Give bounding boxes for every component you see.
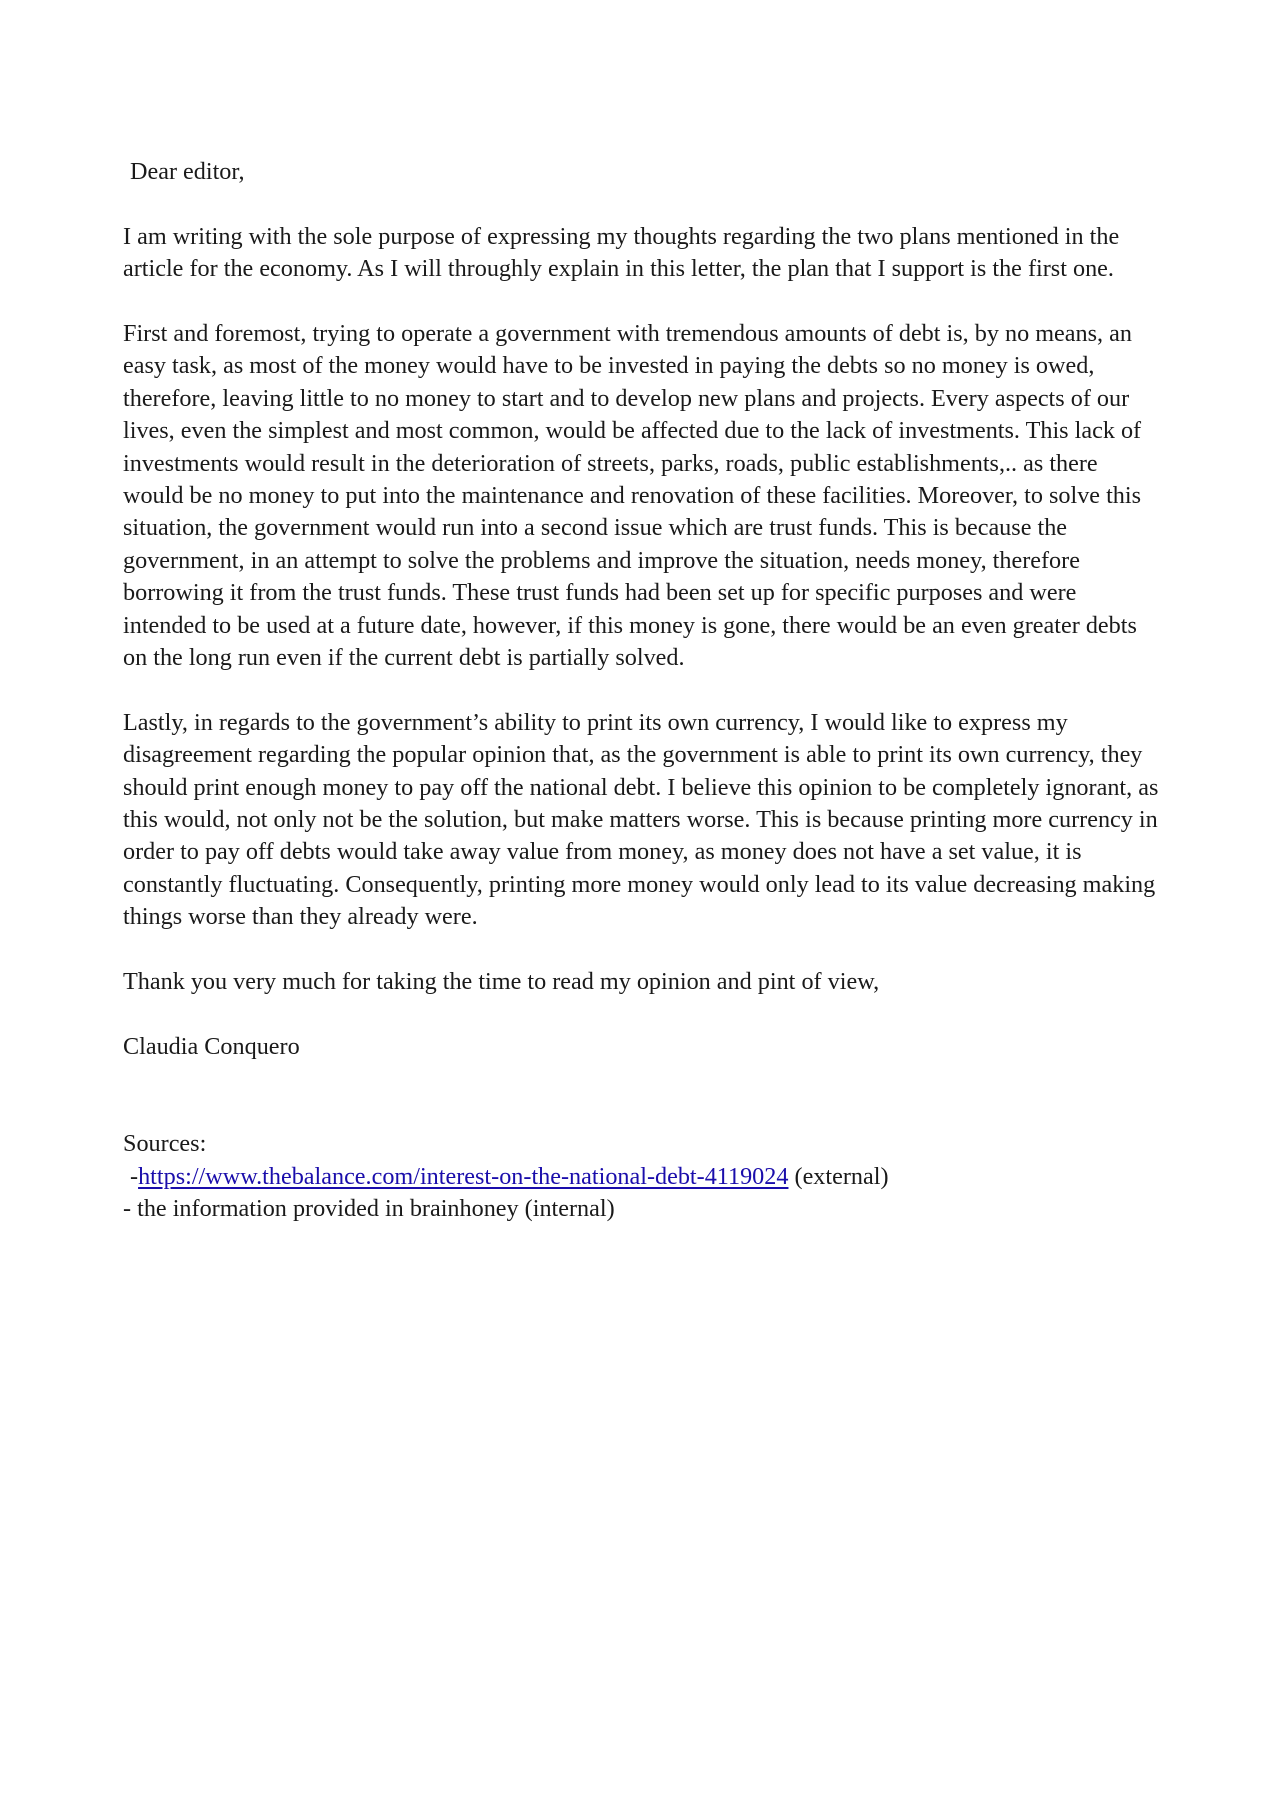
letter-greeting: Dear editor, <box>130 158 245 185</box>
letter-body <box>123 156 1163 1225</box>
letter-paragraph-debt: First and foremost, trying to operate a government with tremendous amounts of debt is, by no means, an easy task, as most of the money would have to be invested in paying the debts so no money is owed, therefore, leaving little to no money to start and to develop new plans and projects. Every aspects of our lives, even the simplest and most common, would be affected due to the lack of investments. This lack of investments would result in the deterioration of streets, parks, roads, public establishments,.. as there would be no money to put into the maintenance and renovation of these facilities. Moreover, to solve this situation, the government would run into a second issue which are trust funds. This is because the government, in an attempt to solve the problems and improve the situation, needs money, therefore borrowing it from the trust funds. These trust funds had been set up for specific purposes and were intended to be used at a future date, however, if this money is gone, there would be an even greater debts on the long run even if the current debt is partially solved. <box>123 320 1142 672</box>
letter-closing: Thank you very much for taking the time to read my opinion and pint of view, <box>123 968 880 996</box>
source-link[interactable]: https://www.thebalance.com/interest-on-the-national-debt-4119024 <box>138 1162 789 1190</box>
sources-heading: Sources: <box>123 1130 207 1158</box>
letter-paragraph-intro: I am writing with the sole purpose of expressing my thoughts regarding the two plans mentioned in the article for the economy. As I will throughly explain in this letter, the plan that I support is the first one. <box>123 222 1120 283</box>
letter-paragraph-currency: Lastly, in regards to the government’s ability to print its own currency, I would like to express my disagreement regarding the popular opinion that, as the government is able to print its own currency, they should print enough money to pay off the national debt. I believe this opinion to be completely ignorant, as this would, not only not be the solution, but make matters worse. This is because printing more currency in order to pay off debts would take away value from money, as money does not have a set value, it is constantly fluctuating. Consequently, printing more money would only lead to its value decreasing making things worse than they already were. <box>123 708 1159 931</box>
source-item-suffix: (external) <box>788 1162 889 1190</box>
source-item-prefix: - <box>130 1162 139 1190</box>
letter-signature: Claudia Conquero <box>123 1032 300 1060</box>
source-item-internal: - the information provided in brainhoney (internal) <box>123 1194 615 1222</box>
source-item-external <box>123 1161 1163 1193</box>
sources-section <box>123 1128 1163 1225</box>
